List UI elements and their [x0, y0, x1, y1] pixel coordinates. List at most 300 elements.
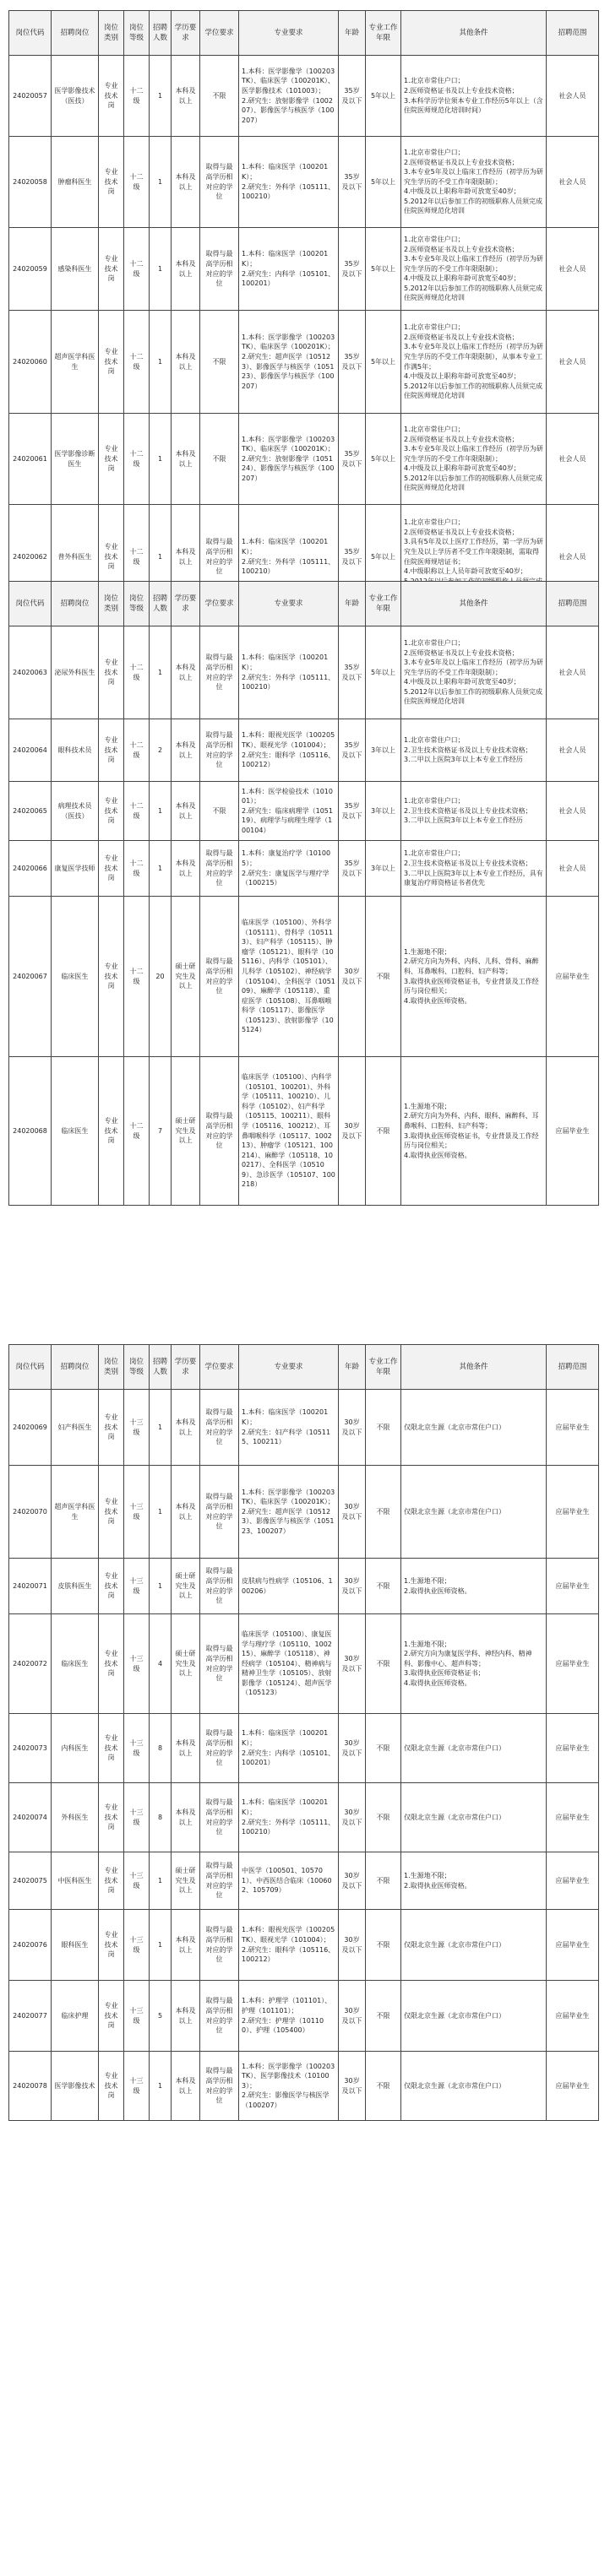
cell-years: 不限: [366, 1614, 401, 1714]
recruitment-table-3: [8, 1344, 599, 2121]
cell-range: 社会人员: [547, 56, 599, 137]
header-age: 年龄: [339, 582, 366, 626]
cell-age: 35岁及以下: [339, 311, 366, 414]
cell-major: 1.本科：医学影像学（100203TK）、临床医学（100201K）； 2.研究生：超声医学（105123）、影像医学与核医学（105123）、影像医学与核医学（100207）: [239, 311, 339, 414]
cell-major: 1.本科：医学影像学（100203TK）、临床医学（100201K）、医学影像技术（101003）； 2.研究生：放射影像学（100207）、影像医学与核医学（100207）: [239, 56, 339, 137]
table-row: [9, 719, 599, 782]
cell-post: 临床护理: [52, 1981, 99, 2052]
table-row: [9, 1614, 599, 1714]
cell-category: 专业技术岗: [99, 2052, 124, 2121]
recruitment-table-1: [8, 10, 599, 610]
cell-other: 1.生源地不限； 2.研究方向为外科、内科、儿科、骨科、麻醉科、耳鼻喉科、口腔科、妇产科等； 3.取得执业医师资格证书，专业背景及工作经历与岗位相关； 4.取得执业医师资格。: [401, 897, 547, 1057]
cell-major: 1.本科：眼视光医学（100205TK）、眼视光学（101004）； 2.研究生：眼科学（105116、100212）: [239, 1910, 339, 1981]
table-row: [9, 626, 599, 719]
header-level: 岗位等级: [124, 582, 150, 626]
cell-level: 十三级: [124, 1466, 150, 1559]
cell-education: 本科及以上: [172, 1783, 200, 1852]
cell-category: 专业技术岗: [99, 1981, 124, 2052]
header-row: [9, 1345, 599, 1390]
cell-category: 专业技术岗: [99, 782, 124, 841]
cell-range: 社会人员: [547, 841, 599, 897]
cell-age: 30岁及以下: [339, 1614, 366, 1714]
cell-major: 1.本科：临床医学（100201K）； 2.研究生：外科学（105111、100210）: [239, 626, 339, 719]
cell-age: 35岁及以下: [339, 414, 366, 505]
cell-degree: 取得与最高学历相对应的学位: [200, 1714, 239, 1783]
cell-post: 病理技术员（医技）: [52, 782, 99, 841]
cell-other: 1.北京市常住户口； 2.医师资格证书及以上专业技术资格； 3.本专业5年及以上临床工作经历（初学历为研究生学历的不受工作年限限制），从事本专业工作满5年； 4.中级及以上职称年龄可放宽至40岁； 5.2012年以后参加工作的初级职称人员须完成住院医师规范化培训: [401, 311, 547, 414]
cell-count: 1: [150, 505, 172, 610]
cell-range: 应届毕业生: [547, 2052, 599, 2121]
cell-post: 临床医生: [52, 897, 99, 1057]
cell-level: 十二级: [124, 1057, 150, 1206]
cell-category: 专业技术岗: [99, 1559, 124, 1614]
cell-range: 社会人员: [547, 414, 599, 505]
cell-education: 本科及以上: [172, 228, 200, 311]
header-major: 专业要求: [239, 582, 339, 626]
cell-level: 十三级: [124, 1910, 150, 1981]
cell-category: 专业技术岗: [99, 228, 124, 311]
header-range: 招聘范围: [547, 582, 599, 626]
table-row: [9, 782, 599, 841]
cell-years: 不限: [366, 897, 401, 1057]
cell-count: 1: [150, 841, 172, 897]
cell-age: 30岁及以下: [339, 1559, 366, 1614]
cell-count: 1: [150, 1559, 172, 1614]
cell-years: 5年以上: [366, 505, 401, 610]
cell-level: 十三级: [124, 1390, 150, 1466]
header-range: 招聘范围: [547, 11, 599, 56]
cell-range: 应届毕业生: [547, 1910, 599, 1981]
cell-count: 1: [150, 56, 172, 137]
cell-degree: 取得与最高学历相对应的学位: [200, 1910, 239, 1981]
header-age: 年龄: [339, 1345, 366, 1390]
table-page-2: [0, 581, 610, 1206]
cell-education: 本科及以上: [172, 1714, 200, 1783]
cell-count: 5: [150, 1981, 172, 2052]
cell-education: 本科及以上: [172, 1910, 200, 1981]
header-education: 学历要求: [172, 582, 200, 626]
table-row: [9, 1910, 599, 1981]
cell-range: 社会人员: [547, 719, 599, 782]
cell-code: 24020076: [9, 1910, 52, 1981]
cell-years: 不限: [366, 1466, 401, 1559]
cell-post: 临床医生: [52, 1614, 99, 1714]
cell-post: 医学影像诊断医生: [52, 414, 99, 505]
table-row: [9, 414, 599, 505]
cell-major: 1.本科：临床医学（100201K）； 2.研究生：妇产科学（105115、100211）: [239, 1390, 339, 1466]
cell-years: 不限: [366, 1057, 401, 1206]
table-row: [9, 137, 599, 228]
cell-major: 临床医学（105100）、内科学（105101、100201）、外科学（105111、100210）、儿科学（105102）、妇产科学（105115、100211）、眼科学（105116、100212）、耳鼻咽喉科学（105117、100213）、肿瘤学（105121、100214）、麻醉学（105118、100217）、全科医学（105109）、急诊医学（105107、100218）: [239, 1057, 339, 1206]
cell-code: 24020059: [9, 228, 52, 311]
cell-years: 不限: [366, 1559, 401, 1614]
cell-level: 十二级: [124, 414, 150, 505]
cell-count: 4: [150, 1614, 172, 1714]
cell-count: 1: [150, 228, 172, 311]
cell-degree: 取得与最高学历相对应的学位: [200, 1390, 239, 1466]
cell-category: 专业技术岗: [99, 719, 124, 782]
cell-category: 专业技术岗: [99, 56, 124, 137]
cell-years: 不限: [366, 1390, 401, 1466]
cell-other: 仅限北京生源（北京市常住户口）: [401, 1981, 547, 2052]
header-major: 专业要求: [239, 11, 339, 56]
cell-major: 1.本科：临床医学（100201K）； 2.研究生：外科学（105111、100210）: [239, 137, 339, 228]
cell-code: 24020070: [9, 1466, 52, 1559]
cell-code: 24020074: [9, 1783, 52, 1852]
cell-age: 30岁及以下: [339, 1390, 366, 1466]
cell-age: 30岁及以下: [339, 1852, 366, 1910]
cell-post: 中医科医生: [52, 1852, 99, 1910]
cell-major: 临床医学（105100）、外科学（105111）、骨科学（105113）、妇产科学（105115）、肿瘤学（105121）、眼科学（105116）、内科学（105101）、儿科学（105102）、神经病学（105104）、全科医学（105109）、麻醉学（105118）、重症医学（105108）、耳鼻咽喉科学（105117）、影像医学（105123）、放射影像学（105124）: [239, 897, 339, 1057]
cell-post: 康复医学技师: [52, 841, 99, 897]
cell-level: 十二级: [124, 56, 150, 137]
cell-other: 1.北京市常住户口； 2.卫生技术资格证书及以上专业技术资格； 3.二甲以上医院3年以上本专业工作经历: [401, 782, 547, 841]
cell-post: 泌尿外科医生: [52, 626, 99, 719]
cell-education: 本科及以上: [172, 311, 200, 414]
cell-age: 30岁及以下: [339, 1783, 366, 1852]
cell-major: 1.本科：医学影像学（100203TK）、临床医学（100201K）； 2.研究生：超声医学（105123）、影像医学与核医学（105123、100207）: [239, 1466, 339, 1559]
header-count: 招聘人数: [150, 11, 172, 56]
cell-age: 30岁及以下: [339, 1057, 366, 1206]
table-page-3: [0, 1344, 610, 2121]
cell-age: 35岁及以下: [339, 137, 366, 228]
cell-years: 不限: [366, 1910, 401, 1981]
cell-major: 1.本科：临床医学（100201K）； 2.研究生：内科学（105101、100201）: [239, 1714, 339, 1783]
header-code: 岗位代码: [9, 11, 52, 56]
header-degree: 学位要求: [200, 582, 239, 626]
cell-count: 2: [150, 719, 172, 782]
header-degree: 学位要求: [200, 11, 239, 56]
cell-code: 24020069: [9, 1390, 52, 1466]
header-other: 其他条件: [401, 1345, 547, 1390]
header-post: 招聘岗位: [52, 1345, 99, 1390]
cell-years: 3年以上: [366, 782, 401, 841]
table-row: [9, 1714, 599, 1783]
cell-category: 专业技术岗: [99, 1852, 124, 1910]
cell-major: 1.本科：医学影像学（100203TK）、临床医学（100201K）； 2.研究生：放射影像学（105124）、影像医学与核医学（100207）: [239, 414, 339, 505]
cell-post: 眼科技术员: [52, 719, 99, 782]
cell-category: 专业技术岗: [99, 1910, 124, 1981]
table-row: [9, 56, 599, 137]
cell-range: 应届毕业生: [547, 1559, 599, 1614]
cell-other: 仅限北京生源（北京市常住户口）: [401, 1910, 547, 1981]
header-count: 招聘人数: [150, 582, 172, 626]
cell-level: 十二级: [124, 505, 150, 610]
table-row: [9, 1981, 599, 2052]
cell-count: 8: [150, 1783, 172, 1852]
cell-degree: 取得与最高学历相对应的学位: [200, 137, 239, 228]
header-level: 岗位等级: [124, 11, 150, 56]
cell-other: 仅限北京生源（北京市常住户口）: [401, 2052, 547, 2121]
cell-age: 35岁及以下: [339, 841, 366, 897]
cell-code: 24020077: [9, 1981, 52, 2052]
cell-code: 24020060: [9, 311, 52, 414]
cell-education: 硕士研究生及以上: [172, 1559, 200, 1614]
cell-degree: 不限: [200, 782, 239, 841]
cell-count: 20: [150, 897, 172, 1057]
cell-years: 5年以上: [366, 228, 401, 311]
header-other: 其他条件: [401, 11, 547, 56]
cell-post: 感染科医生: [52, 228, 99, 311]
cell-range: 应届毕业生: [547, 1852, 599, 1910]
cell-level: 十二级: [124, 228, 150, 311]
cell-degree: 取得与最高学历相对应的学位: [200, 841, 239, 897]
cell-count: 1: [150, 1852, 172, 1910]
cell-level: 十二级: [124, 897, 150, 1057]
cell-major: 1.本科：临床医学（100201K）； 2.研究生：外科学（105111、100210）: [239, 505, 339, 610]
table-row: [9, 1559, 599, 1614]
cell-education: 本科及以上: [172, 626, 200, 719]
cell-category: 专业技术岗: [99, 897, 124, 1057]
cell-level: 十三级: [124, 1559, 150, 1614]
cell-code: 24020073: [9, 1714, 52, 1783]
cell-degree: 取得与最高学历相对应的学位: [200, 897, 239, 1057]
cell-code: 24020067: [9, 897, 52, 1057]
cell-other: 1.北京市常住户口； 2.医师资格证书及以上专业技术资格； 3.本专业5年及以上临床工作经历（初学历为研究生学历的不受工作年限限制）； 4.中级及以上职称年龄可放宽至40岁； 5.2012年以后参加工作的初级职称人员须完成住院医师规范化培训: [401, 626, 547, 719]
cell-code: 24020057: [9, 56, 52, 137]
cell-other: 1.北京市常住户口； 2.医师资格证书及以上专业技术资格； 3.本专业5年及以上临床工作经历（初学历为研究生学历的不受工作年限限制）； 4.中级及以上职称年龄可放宽至40岁； 5.2012年以后参加工作的初级职称人员须完成住院医师规范化培训: [401, 137, 547, 228]
header-post: 招聘岗位: [52, 11, 99, 56]
header-years: 专业工作年限: [366, 1345, 401, 1390]
cell-degree: 取得与最高学历相对应的学位: [200, 2052, 239, 2121]
cell-education: 本科及以上: [172, 56, 200, 137]
cell-age: 30岁及以下: [339, 1466, 366, 1559]
cell-other: 仅限北京生源（北京市常住户口）: [401, 1390, 547, 1466]
cell-education: 本科及以上: [172, 137, 200, 228]
cell-category: 专业技术岗: [99, 1466, 124, 1559]
header-other: 其他条件: [401, 582, 547, 626]
cell-post: 普外科医生: [52, 505, 99, 610]
cell-code: 24020078: [9, 2052, 52, 2121]
header-level: 岗位等级: [124, 1345, 150, 1390]
cell-range: 社会人员: [547, 626, 599, 719]
cell-category: 专业技术岗: [99, 311, 124, 414]
cell-years: 5年以上: [366, 311, 401, 414]
cell-major: 1.本科：医学检验技术（101001）； 2.研究生：临床病理学（105119）、病理学与病理生理学（100104）: [239, 782, 339, 841]
cell-major: 1.本科：康复治疗学（101005）； 2.研究生：康复医学与理疗学（100215）: [239, 841, 339, 897]
cell-age: 30岁及以下: [339, 1910, 366, 1981]
cell-count: 1: [150, 626, 172, 719]
cell-other: 1.生源地不限； 2.取得执业医师资格。: [401, 1559, 547, 1614]
cell-major: 1.本科：临床医学（100201K）； 2.研究生：内科学（105101、100201）: [239, 228, 339, 311]
cell-degree: 取得与最高学历相对应的学位: [200, 719, 239, 782]
cell-code: 24020064: [9, 719, 52, 782]
cell-major: 皮肤病与性病学（105106、100206）: [239, 1559, 339, 1614]
cell-code: 24020058: [9, 137, 52, 228]
cell-degree: 不限: [200, 311, 239, 414]
cell-degree: 取得与最高学历相对应的学位: [200, 1466, 239, 1559]
header-education: 学历要求: [172, 11, 200, 56]
header-category: 岗位类别: [99, 582, 124, 626]
cell-code: 24020062: [9, 505, 52, 610]
cell-age: 35岁及以下: [339, 626, 366, 719]
header-years: 专业工作年限: [366, 11, 401, 56]
cell-years: 不限: [366, 1981, 401, 2052]
table-row: [9, 311, 599, 414]
cell-count: 1: [150, 1390, 172, 1466]
cell-count: 1: [150, 414, 172, 505]
cell-degree: 取得与最高学历相对应的学位: [200, 1614, 239, 1714]
cell-education: 本科及以上: [172, 719, 200, 782]
cell-other: 1.北京市常住户口； 2.医师资格证书及以上专业技术资格； 3.本专业5年及以上临床工作经历（初学历为研究生学历的不受工作年限限制）； 4.中级及以上职称年龄可放宽至40岁； 5.2012年以后参加工作的初级职称人员须完成住院医师规范化培训: [401, 228, 547, 311]
cell-level: 十二级: [124, 719, 150, 782]
cell-education: 本科及以上: [172, 782, 200, 841]
cell-post: 妇产科医生: [52, 1390, 99, 1466]
cell-count: 1: [150, 311, 172, 414]
cell-code: 24020072: [9, 1614, 52, 1714]
cell-level: 十三级: [124, 1783, 150, 1852]
header-count: 招聘人数: [150, 1345, 172, 1390]
header-education: 学历要求: [172, 1345, 200, 1390]
cell-age: 35岁及以下: [339, 719, 366, 782]
cell-other: 1.生源地不限； 2.研究方向为外科、内科、眼科、麻醉科、耳鼻喉科、口腔科、妇产科等； 3.取得执业医师资格证书，专业背景及工作经历与岗位相关； 4.取得执业医师资格。: [401, 1057, 547, 1206]
cell-other: 1.北京市常住户口； 2.卫生技术资格证书及以上专业技术资格； 3.二甲以上医院3年以上本专业工作经历，具有康复治疗师资格证书者优先: [401, 841, 547, 897]
header-age: 年龄: [339, 11, 366, 56]
cell-age: 30岁及以下: [339, 897, 366, 1057]
table-row: [9, 1852, 599, 1910]
header-category: 岗位类别: [99, 11, 124, 56]
cell-category: 专业技术岗: [99, 137, 124, 228]
cell-level: 十三级: [124, 1714, 150, 1783]
cell-category: 专业技术岗: [99, 505, 124, 610]
table-row: [9, 1466, 599, 1559]
cell-category: 专业技术岗: [99, 841, 124, 897]
cell-education: 本科及以上: [172, 841, 200, 897]
cell-level: 十二级: [124, 137, 150, 228]
cell-range: 应届毕业生: [547, 1714, 599, 1783]
cell-code: 24020061: [9, 414, 52, 505]
cell-post: 内科医生: [52, 1714, 99, 1783]
cell-other: 1.北京市常住户口； 2.医师资格证书及以上专业技术资格； 3.本专业5年及以上临床工作经历（初学历为研究生学历的不受工作年限限制）； 4.中级及以上职称年龄可放宽至40岁； 5.2012年以后参加工作的初级职称人员须完成住院医师规范化培训: [401, 414, 547, 505]
cell-age: 35岁及以下: [339, 782, 366, 841]
cell-post: 超声医学科医生: [52, 1466, 99, 1559]
cell-degree: 取得与最高学历相对应的学位: [200, 505, 239, 610]
cell-category: 专业技术岗: [99, 1390, 124, 1466]
cell-code: 24020075: [9, 1852, 52, 1910]
cell-major: 1.本科：医学影像学（100203TK）、医学影像技术（101003）； 2.研究生：影像医学与核医学（100207）: [239, 2052, 339, 2121]
table-row: [9, 1783, 599, 1852]
header-row: [9, 582, 599, 626]
cell-years: 5年以上: [366, 414, 401, 505]
cell-level: 十三级: [124, 1852, 150, 1910]
cell-years: 不限: [366, 1783, 401, 1852]
cell-category: 专业技术岗: [99, 626, 124, 719]
cell-degree: 取得与最高学历相对应的学位: [200, 1981, 239, 2052]
table-row: [9, 2052, 599, 2121]
cell-degree: 取得与最高学历相对应的学位: [200, 1852, 239, 1910]
cell-other: 1.北京市常住户口； 2.医师资格证书及以上专业技术资格； 3.本科学历学位须本专业工作经历5年以上（含住院医师规范化培训时间）: [401, 56, 547, 137]
cell-range: 社会人员: [547, 782, 599, 841]
cell-education: 本科及以上: [172, 505, 200, 610]
cell-other: 仅限北京生源（北京市常住户口）: [401, 1466, 547, 1559]
cell-range: 应届毕业生: [547, 897, 599, 1057]
cell-level: 十三级: [124, 1614, 150, 1714]
cell-education: 本科及以上: [172, 414, 200, 505]
cell-other: 1.北京市常住户口； 2.卫生技术资格证书及以上专业技术资格； 3.二甲以上医院3年以上本专业工作经历: [401, 719, 547, 782]
cell-years: 5年以上: [366, 626, 401, 719]
cell-count: 1: [150, 782, 172, 841]
cell-count: 1: [150, 1910, 172, 1981]
cell-major: 1.本科：眼视光医学（100205TK）、眼视光学（101004）； 2.研究生：眼科学（105116、100212）: [239, 719, 339, 782]
cell-level: 十二级: [124, 626, 150, 719]
cell-level: 十二级: [124, 782, 150, 841]
cell-category: 专业技术岗: [99, 1714, 124, 1783]
cell-degree: 不限: [200, 414, 239, 505]
cell-major: 中医学（100501、105701）、中西医结合临床（100602、105709）: [239, 1852, 339, 1910]
cell-post: 外科医生: [52, 1783, 99, 1852]
table-row: [9, 1390, 599, 1466]
table-row: [9, 841, 599, 897]
table-page-1: [0, 10, 610, 610]
recruitment-table-2: [8, 581, 599, 1206]
cell-age: 30岁及以下: [339, 1714, 366, 1783]
cell-other: 仅限北京生源（北京市常住户口）: [401, 1714, 547, 1783]
cell-age: 30岁及以下: [339, 1981, 366, 2052]
cell-education: 硕士研究生及以上: [172, 1057, 200, 1206]
cell-degree: 取得与最高学历相对应的学位: [200, 1783, 239, 1852]
cell-category: 专业技术岗: [99, 1783, 124, 1852]
header-range: 招聘范围: [547, 1345, 599, 1390]
cell-range: 社会人员: [547, 505, 599, 610]
cell-major: 1.本科：临床医学（100201K）； 2.研究生：外科学（105111、100210）: [239, 1783, 339, 1852]
cell-degree: 取得与最高学历相对应的学位: [200, 626, 239, 719]
cell-years: 3年以上: [366, 719, 401, 782]
cell-range: 应届毕业生: [547, 1057, 599, 1206]
cell-other: 1.生源地不限； 2.研究方向为康复医学科、神经内科、精神科、影像中心、超声科等； 3.取得执业医师资格证书； 4.取得执业医师资格。: [401, 1614, 547, 1714]
cell-education: 本科及以上: [172, 1466, 200, 1559]
cell-years: 不限: [366, 2052, 401, 2121]
cell-code: 24020065: [9, 782, 52, 841]
cell-other: 1.生源地不限； 2.取得执业医师资格。: [401, 1852, 547, 1910]
cell-level: 十二级: [124, 841, 150, 897]
cell-age: 35岁及以下: [339, 505, 366, 610]
cell-level: 十三级: [124, 2052, 150, 2121]
cell-education: 硕士研究生及以上: [172, 1614, 200, 1714]
cell-code: 24020063: [9, 626, 52, 719]
cell-code: 24020068: [9, 1057, 52, 1206]
cell-category: 专业技术岗: [99, 1614, 124, 1714]
cell-count: 7: [150, 1057, 172, 1206]
cell-category: 专业技术岗: [99, 414, 124, 505]
cell-years: 5年以上: [366, 137, 401, 228]
cell-range: 社会人员: [547, 311, 599, 414]
header-code: 岗位代码: [9, 582, 52, 626]
cell-range: 应届毕业生: [547, 1390, 599, 1466]
cell-post: 眼科医生: [52, 1910, 99, 1981]
cell-other: 仅限北京生源（北京市常住户口）: [401, 1783, 547, 1852]
cell-range: 社会人员: [547, 228, 599, 311]
header-code: 岗位代码: [9, 1345, 52, 1390]
cell-major: 临床医学（105100）、康复医学与理疗学（105110、100215）、麻醉学（105118）、神经病学（105104）、精神病与精神卫生学（105105）、放射影像学（105124）、超声医学（105123）: [239, 1614, 339, 1714]
cell-education: 本科及以上: [172, 2052, 200, 2121]
cell-range: 应届毕业生: [547, 1466, 599, 1559]
cell-degree: 取得与最高学历相对应的学位: [200, 228, 239, 311]
cell-years: 5年以上: [366, 56, 401, 137]
cell-post: 医学影像技术: [52, 2052, 99, 2121]
cell-post: 超声医学科医生: [52, 311, 99, 414]
cell-count: 8: [150, 1714, 172, 1783]
cell-post: 临床医生: [52, 1057, 99, 1206]
cell-code: 24020066: [9, 841, 52, 897]
header-row: [9, 11, 599, 56]
header-major: 专业要求: [239, 1345, 339, 1390]
cell-post: 皮肤科医生: [52, 1559, 99, 1614]
cell-education: 本科及以上: [172, 1981, 200, 2052]
cell-range: 应届毕业生: [547, 1981, 599, 2052]
cell-post: 肿瘤科医生: [52, 137, 99, 228]
cell-range: 应届毕业生: [547, 1614, 599, 1714]
cell-level: 十二级: [124, 311, 150, 414]
